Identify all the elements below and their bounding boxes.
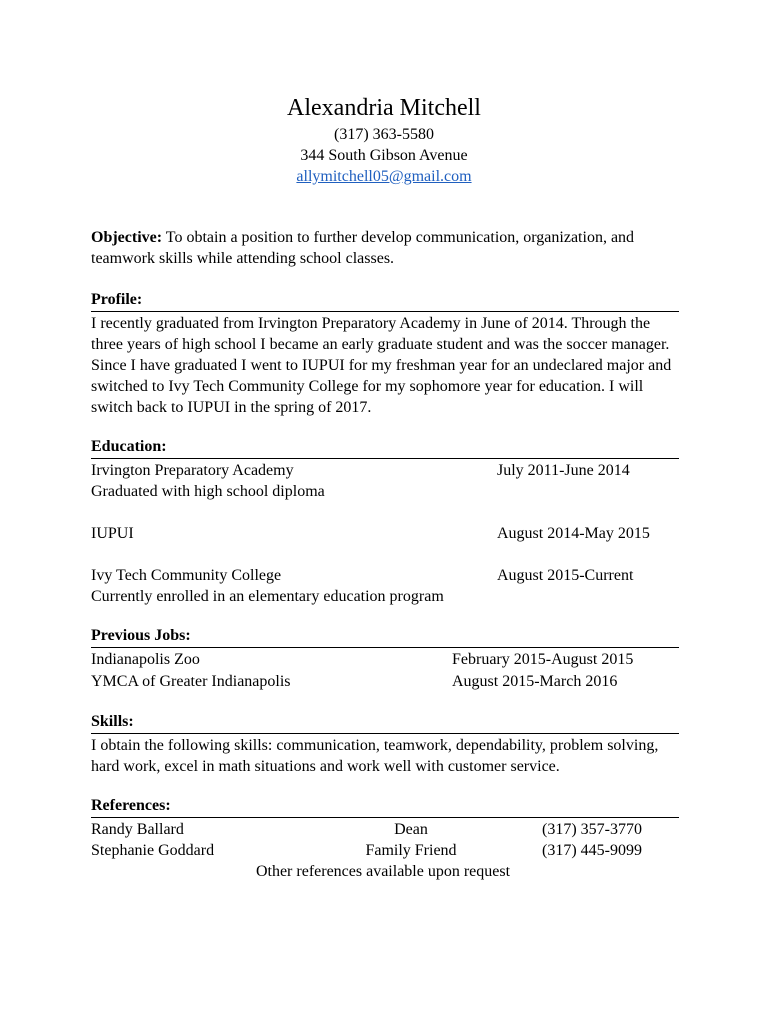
applicant-name: Alexandria Mitchell	[287, 95, 481, 121]
skills-section	[91, 712, 679, 777]
profile-text: I recently graduated from Irvington Preparatory Academy in June of 2014. Through the three years of high school I became an early graduate student and was the soccer manager. Since I have graduated I went to IUPUI for my freshman year for an undeclared major and switched to Ivy Tech Community College for my sophomore year for education. I will switch back to IUPUI in the spring of 2017.	[91, 315, 672, 416]
skills-heading: Skills:	[91, 712, 679, 734]
job-dates: February 2015-August 2015	[452, 651, 634, 668]
skills-text: I obtain the following skills: communication, teamwork, dependability, problem solving, hard work, excel in math situations and work well with customer service.	[91, 737, 659, 775]
jobs-section	[91, 626, 679, 693]
school-note: Currently enrolled in an elementary education program	[91, 588, 444, 605]
reference-phone: (317) 445-9099	[542, 842, 642, 859]
school-name: Ivy Tech Community College	[91, 567, 282, 584]
profile-heading: Profile:	[91, 290, 679, 312]
references-section	[91, 796, 679, 882]
education-note-row	[91, 481, 679, 502]
job-row	[91, 649, 679, 671]
reference-name: Stephanie Goddard	[91, 842, 215, 859]
education-heading: Education:	[91, 437, 679, 459]
reference-phone: (317) 357-3770	[542, 821, 642, 838]
job-row	[91, 671, 679, 693]
school-dates: August 2014-May 2015	[497, 525, 650, 542]
reference-row	[91, 819, 679, 840]
objective-section	[91, 227, 681, 269]
education-row	[91, 565, 679, 586]
education-section	[91, 437, 679, 607]
objective-label: Objective:	[91, 229, 163, 246]
job-employer: YMCA of Greater Indianapolis	[91, 673, 291, 690]
street-address: 344 South Gibson Avenue	[300, 147, 468, 164]
education-row	[91, 523, 679, 544]
school-dates: August 2015-Current	[497, 567, 634, 584]
objective-text: To obtain a position to further develop communication, organization, and teamwork skills while attending school classes.	[91, 229, 635, 267]
references-heading: References:	[91, 796, 679, 818]
job-dates: August 2015-March 2016	[452, 673, 618, 690]
reference-relation: Dean	[394, 821, 428, 838]
jobs-heading: Previous Jobs:	[91, 626, 679, 648]
education-row	[91, 460, 679, 481]
reference-name: Randy Ballard	[91, 821, 184, 838]
school-note: Graduated with high school diploma	[91, 483, 325, 500]
education-note-row	[91, 586, 679, 607]
school-dates: July 2011-June 2014	[497, 462, 630, 479]
resume-header	[0, 92, 768, 187]
reference-row	[91, 840, 679, 861]
email-link[interactable]: allymitchell05@gmail.com	[296, 168, 472, 185]
school-name: Irvington Preparatory Academy	[91, 462, 294, 479]
school-name: IUPUI	[91, 525, 134, 542]
phone-number: (317) 363-5580	[334, 126, 434, 143]
job-employer: Indianapolis Zoo	[91, 651, 200, 668]
references-note: Other references available upon request	[255, 863, 511, 880]
reference-relation: Family Friend	[365, 842, 457, 859]
profile-section	[91, 290, 679, 418]
